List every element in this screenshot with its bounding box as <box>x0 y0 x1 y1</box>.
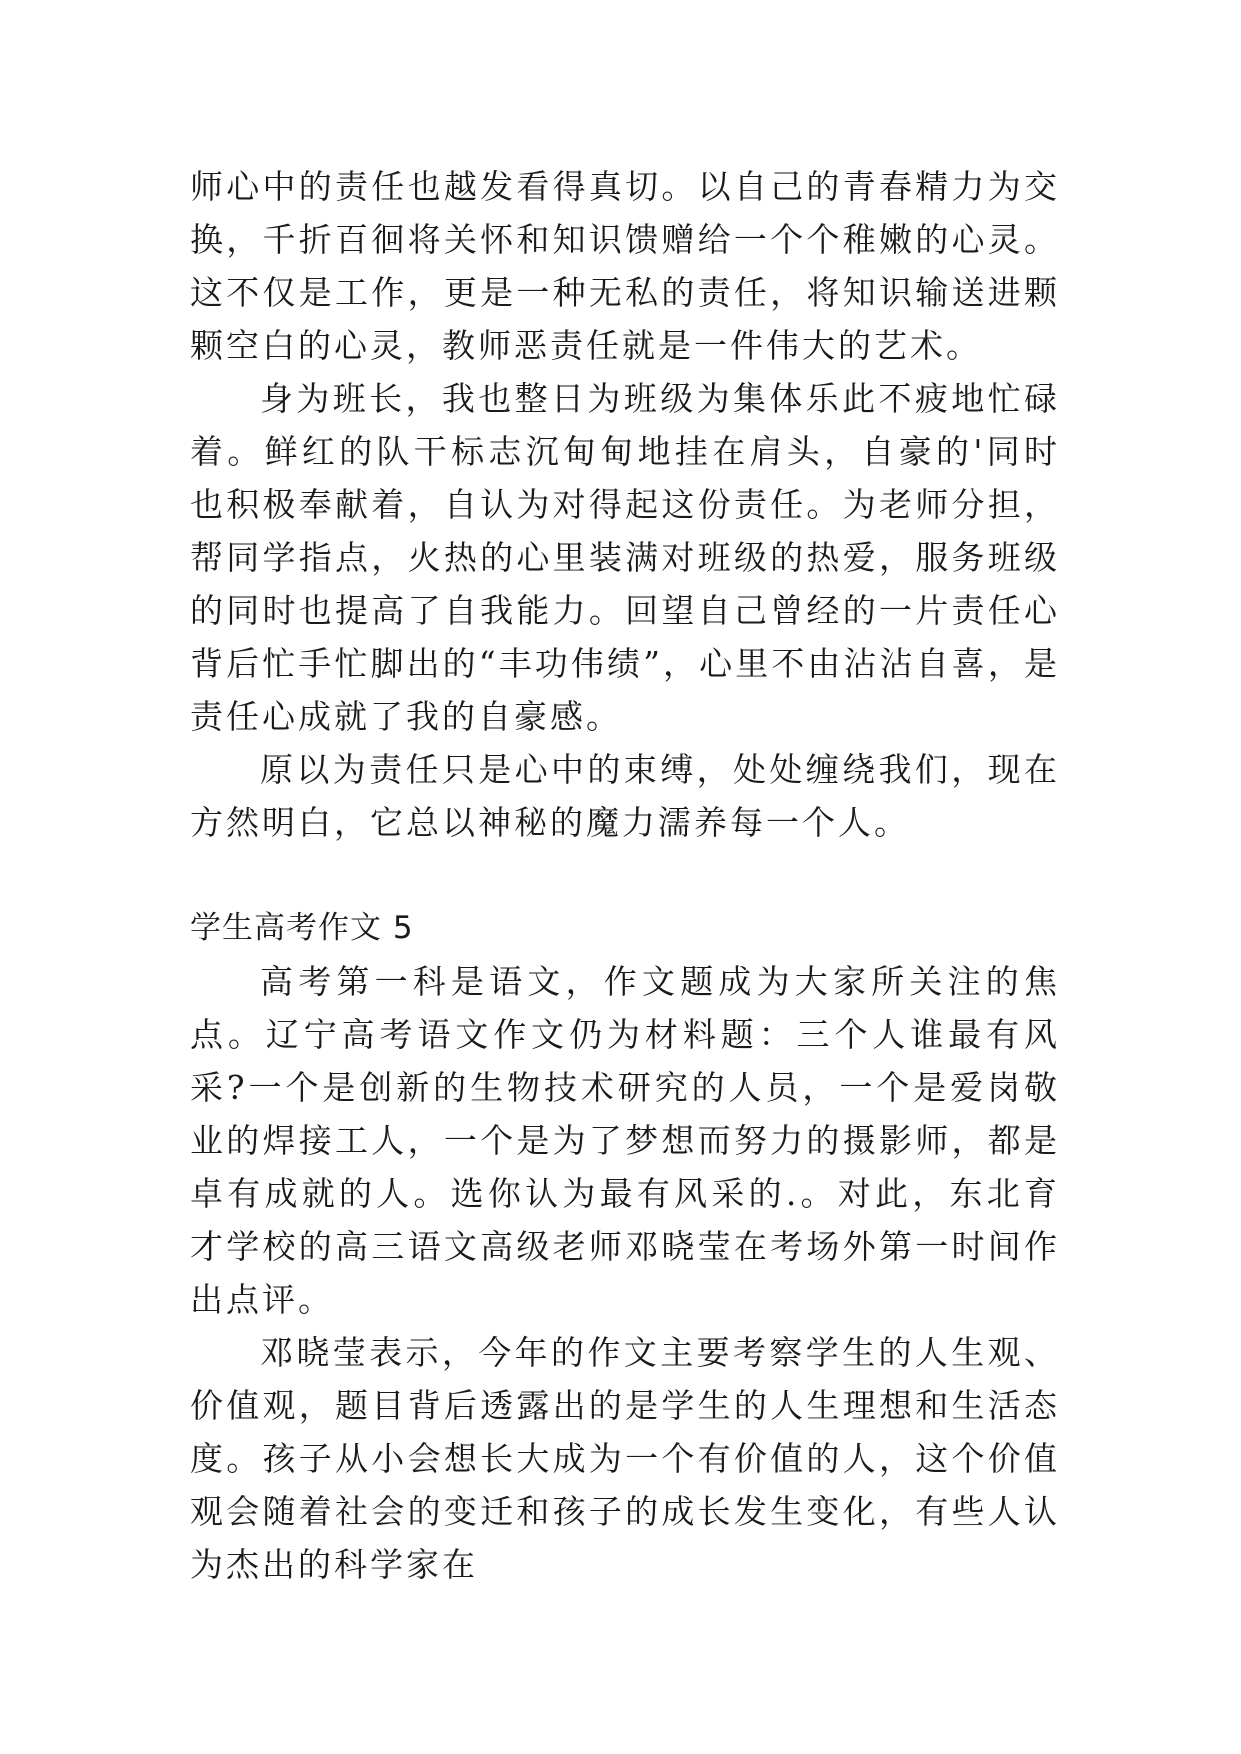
paragraph-continued: 师心中的责任也越发看得真切。以自己的青春精力为交换，千折百徊将关怀和知识馈赠给一个个稚嫩的心灵。这不仅是工作，更是一种无私的责任，将知识输送进颗颗空白的心灵，教师恶责任就是一件伟大的艺术。 <box>190 167 1060 365</box>
paragraph: 身为班长，我也整日为班级为集体乐此不疲地忙碌着。鲜红的队干标志沉甸甸地挂在肩头，自豪的'同时也积极奉献着，自认为对得起这份责任。为老师分担，帮同学指点，火热的心里装满对班级的热爱，服务班级的同时也提高了自我能力。回望自己曾经的一片责任心背后忙手忙脚出的“丰功伟绩”，心里不由沾沾自喜，是责任心成就了我的自豪感。 <box>190 379 1060 736</box>
section-heading: 学生高考作文 5 <box>190 910 414 946</box>
body-text <box>190 160 1060 1591</box>
paragraph: 高考第一科是语文，作文题成为大家所关注的焦点。辽宁高考语文作文仍为材料题：三个人谁最有风采?一个是创新的生物技术研究的人员，一个是爱岗敬业的焊接工人，一个是为了梦想而努力的摄影师，都是卓有成就的人。选你认为最有风采的.。对此，东北育才学校的高三语文高级老师邓晓莹在考场外第一时间作出点评。 <box>190 962 1060 1319</box>
paragraph: 邓晓莹表示，今年的作文主要考察学生的人生观、价值观，题目背后透露出的是学生的人生理想和生活态度。孩子从小会想长大成为一个有价值的人，这个价值观会随着社会的变迁和孩子的成长发生变化，有些人认为杰出的科学家在 <box>190 1333 1060 1584</box>
paragraph: 原以为责任只是心中的束缚，处处缠绕我们，现在方然明白，它总以神秘的魔力濡养每一个人。 <box>190 750 1060 842</box>
